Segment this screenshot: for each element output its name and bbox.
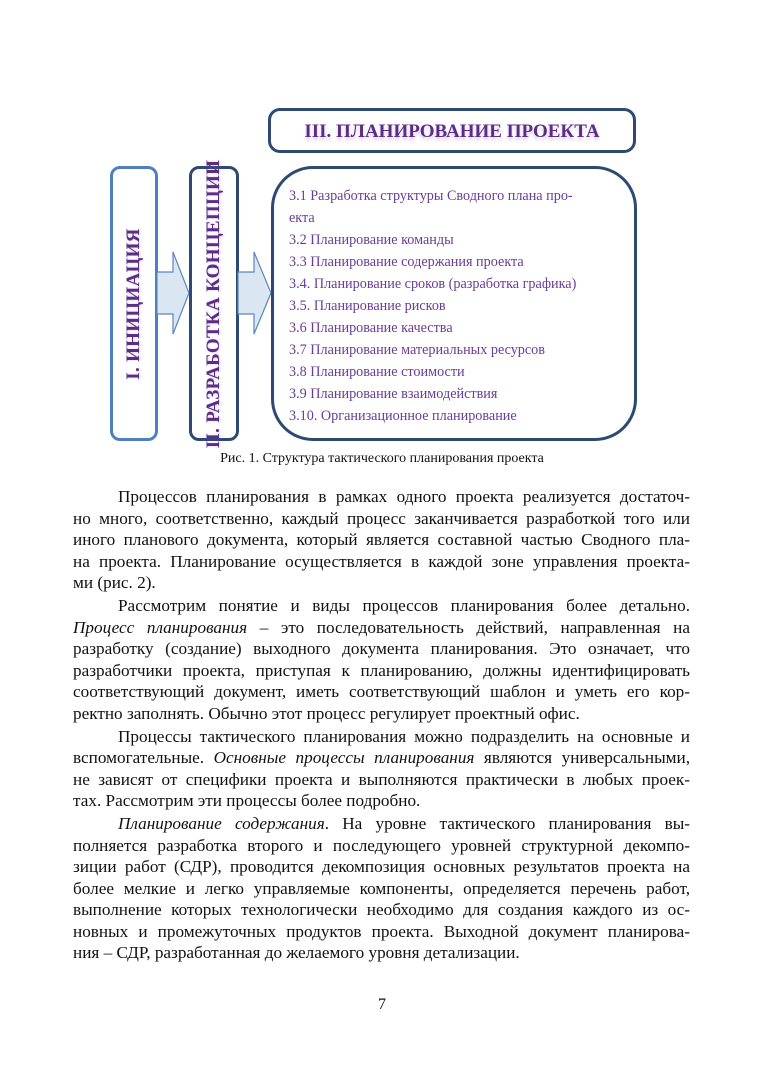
text-segment: не зависят от специфики проекта и выполняются практически в любых проек- — [73, 769, 690, 789]
italic-term: Процесс планирования — [73, 617, 248, 637]
text-line — [73, 551, 690, 573]
planning-item: 3.7 Планирование материальных ресурсов — [289, 342, 545, 358]
text-line — [73, 726, 690, 748]
paragraph — [73, 813, 690, 964]
text-segment: Процессы тактического планирования можно подразделить на основные и — [118, 726, 690, 746]
text-segment: Процессов планирования в рамках одного проекта реализуется достаточ- — [118, 487, 690, 506]
text-segment: полняется разработка второго и последующего уровней структурной декомпо- — [73, 835, 690, 855]
text-line — [73, 486, 690, 508]
text-segment: но много, соответственно, каждый процесс заканчивается разработкой того или — [73, 508, 690, 528]
page-number: 7 — [378, 996, 386, 1013]
text-line — [73, 747, 690, 769]
planning-item: 3.4. Планирование сроков (разработка графика) — [289, 276, 577, 292]
text-line — [73, 617, 690, 639]
text-line — [73, 660, 690, 682]
stage-concept-label: II. РАЗРАБОТКА КОНЦЕПЦИИ — [203, 159, 224, 448]
text-line — [73, 878, 690, 900]
text-line — [73, 769, 690, 791]
planning-item: екта — [289, 210, 315, 226]
text-segment: разработку (создание) выходного документа планирования. Это означает, что — [73, 639, 690, 659]
italic-term: Планирование содержания — [118, 813, 325, 833]
text-line — [73, 899, 690, 921]
text-line — [73, 790, 690, 812]
text-line — [73, 529, 690, 551]
planning-item: 3.8 Планирование стоимости — [289, 364, 465, 380]
text-line — [73, 638, 690, 660]
diagram-title: III. ПЛАНИРОВАНИЕ ПРОЕКТА — [304, 121, 600, 142]
text-line — [73, 681, 690, 703]
text-line — [73, 813, 690, 835]
text-segment: тах. Рассмотрим эти процессы более подробно. — [73, 791, 421, 811]
text-segment: выполнение которых технологически необходимо для создания каждого из ос- — [73, 900, 690, 920]
body-text — [73, 486, 690, 965]
text-line — [73, 572, 690, 594]
planning-item: 3.5. Планирование рисков — [289, 298, 446, 314]
diagram-title-box — [268, 108, 636, 153]
planning-item: 3.2 Планирование команды — [289, 232, 454, 248]
arrow-right-icon — [237, 248, 273, 338]
text-segment: ми (рис. 2). — [73, 573, 156, 593]
paragraph — [73, 486, 690, 594]
text-segment: новных и промежуточных продуктов проекта. Выходной документ планирова- — [73, 921, 690, 941]
planning-item: 3.9 Планирование взаимодействия — [289, 386, 498, 402]
stage-concept-box — [189, 159, 239, 448]
text-segment: разработчики проекта, приступая к планированию, должны идентифицировать — [73, 660, 690, 680]
planning-item: 3.10. Организационное планирование — [289, 408, 517, 424]
stage-initiation-label: I. ИНИЦИАЦИЯ — [123, 227, 144, 380]
text-segment: зиции работ (СДР), проводится декомпозиция основных результатов проекта на — [73, 857, 690, 877]
planning-item: 3.3 Планирование содержания проекта — [289, 254, 524, 270]
text-line — [73, 835, 690, 857]
text-segment: более мелкие и легко управляемые компоненты, определяется перечень работ, — [73, 878, 690, 898]
text-line — [73, 508, 690, 530]
text-line — [73, 921, 690, 943]
figure-caption: Рис. 1. Структура тактического планирования проекта — [220, 451, 544, 466]
paragraph — [73, 726, 690, 812]
text-segment: – это последовательность действий, направленная на — [247, 617, 691, 637]
italic-term: Основные процессы планирования — [213, 748, 475, 768]
text-segment: на проекта. Планирование осуществляется в каждой зоне управления проекта- — [73, 551, 690, 571]
stage-initiation-box — [110, 166, 158, 441]
planning-items-box — [271, 166, 637, 441]
text-line — [73, 856, 690, 878]
text-segment: ректно заполнять. Обычно этот процесс регулирует проектный офис. — [73, 703, 580, 723]
text-segment: вспомогательные. — [73, 748, 214, 768]
text-segment: являются универсальными, — [474, 748, 690, 768]
planning-item: 3.6 Планирование качества — [289, 320, 453, 336]
text-segment: иного планового документа, который является составной частью Сводного пла- — [73, 530, 690, 550]
planning-item: 3.1 Разработка структуры Сводного плана про- — [289, 188, 573, 204]
arrow-right-icon — [156, 248, 192, 338]
text-line — [73, 595, 690, 617]
text-line — [73, 703, 690, 725]
text-segment: . На уровне тактического планирования вы- — [324, 813, 690, 833]
text-segment: Рассмотрим понятие и виды процессов планирования более детально. — [118, 595, 690, 615]
text-segment: ния – СДР, разработанная до желаемого уровня детализации. — [73, 943, 520, 963]
text-line — [73, 942, 690, 964]
planning-items-list — [289, 185, 614, 427]
text-segment: соответствующий документ, иметь соответствующий шаблон и уметь его кор- — [73, 682, 690, 702]
paragraph — [73, 595, 690, 725]
